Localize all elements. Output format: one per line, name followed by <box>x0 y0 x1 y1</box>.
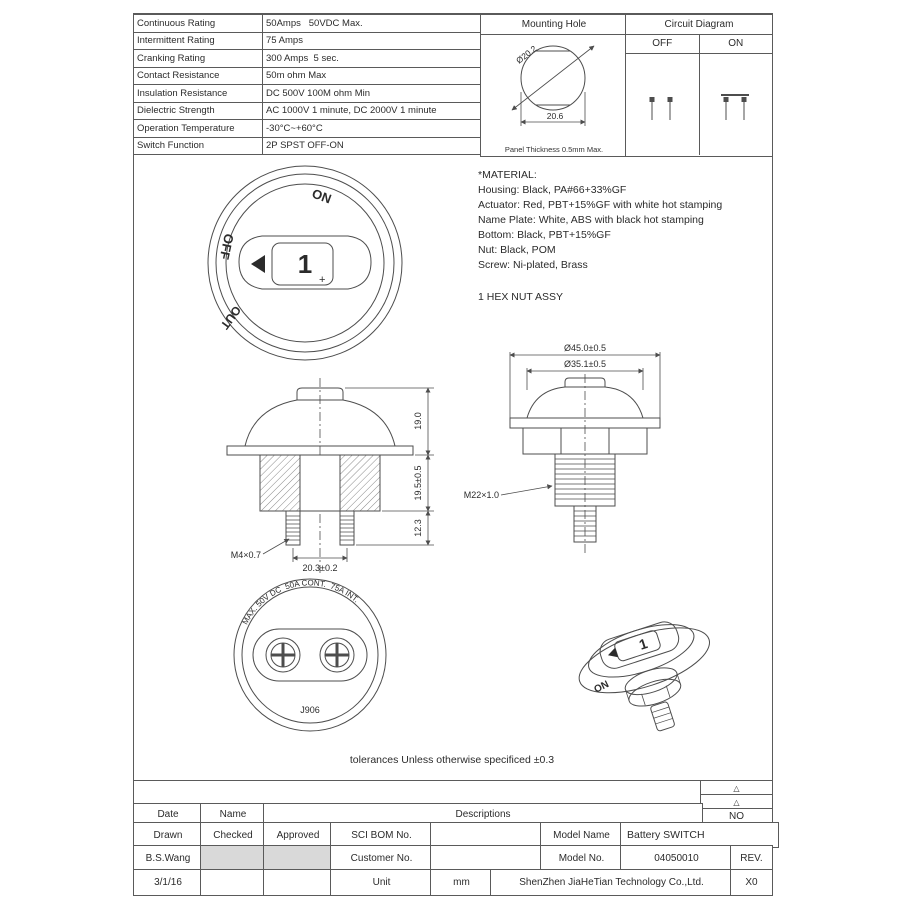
material-line: Screw: Ni-plated, Brass <box>478 259 588 271</box>
material-line: Actuator: Red, PBT+15%GF with white hot stamping <box>478 199 723 211</box>
spec-label: Insulation Resistance <box>134 85 263 103</box>
side-view-drawing <box>464 343 660 555</box>
knob-arrow-icon <box>606 648 618 660</box>
dim-height-mid: 19.5±0.5 <box>413 465 423 501</box>
hex-nut-note: 1 HEX NUT ASSY <box>478 291 564 303</box>
spec-value: DC 500V 100M ohm Min <box>263 85 481 103</box>
model-name-value: Battery SWITCH <box>620 822 779 848</box>
top-off-label: OFF <box>216 232 237 261</box>
dim-dome-dia: Ø35.1±0.5 <box>564 359 606 369</box>
dim-height-top: 19.0 <box>413 412 423 430</box>
spec-label: Switch Function <box>134 137 263 155</box>
svg-text:MAX. 50V DC 50A CONT. 75A IN <box>241 578 361 626</box>
perspective-view-drawing <box>570 610 731 750</box>
top-view-drawing <box>208 166 402 360</box>
rating-arc-text: MAX. 50V DC 50A CONT. 75A INT. <box>240 578 361 627</box>
circuit-on-header: ON <box>700 35 773 54</box>
rev-value: X0 <box>730 869 773 896</box>
circuit-diagram-panel <box>625 14 773 157</box>
spec-label: Intermittent Rating <box>134 32 263 50</box>
material-line: Name Plate: White, ABS with black hot stamping <box>478 214 704 226</box>
tolerance-note: tolerances Unless otherwise specificed ±0.3 <box>349 754 555 766</box>
dim-flange-dia: Ø45.0±0.5 <box>564 343 606 353</box>
bottom-mark: J906 <box>300 705 320 715</box>
hole-diameter-dim: Ø20.2 <box>514 43 539 66</box>
checked-label: Checked <box>200 822 266 848</box>
dim-stud-pitch: 20.3±0.2 <box>302 563 338 573</box>
top-out-label: OUT <box>217 303 244 332</box>
customer-no-value <box>430 845 543 872</box>
titleblock-empty <box>263 869 333 896</box>
date-value: 3/1/16 <box>133 869 203 896</box>
top-on-label: ON <box>309 185 334 207</box>
spec-label: Continuous Rating <box>134 15 263 33</box>
circuit-on-symbol <box>700 54 771 154</box>
unit-value: mm <box>430 869 493 896</box>
drawn-label: Drawn <box>133 822 203 848</box>
terminal-screw <box>320 638 354 672</box>
descriptions-header: Descriptions <box>263 803 703 825</box>
material-line: Housing: Black, PA#66+33%GF <box>478 184 627 196</box>
company-name: ShenZhen JiaHeTian Technology Co.,Ltd. <box>490 869 733 896</box>
circuit-off-column <box>626 35 699 155</box>
approved-label: Approved <box>263 822 333 848</box>
dim-height-bot: 12.3 <box>413 519 423 537</box>
side-section-drawing <box>227 378 434 573</box>
spec-value: 50Amps 50VDC Max. <box>263 15 481 33</box>
panel-thickness-note: Panel Thickness 0.5mm Max. <box>504 145 604 154</box>
approved-value <box>263 845 333 872</box>
circuit-diagram-title: Circuit Diagram <box>626 15 772 35</box>
top-knob-plus: + <box>319 274 326 286</box>
name-header: Name <box>200 803 266 825</box>
sci-bom-label: SCI BOM No. <box>330 822 433 848</box>
perspective-knob-digit: 1 <box>637 635 650 653</box>
spec-value: 50m ohm Max <box>263 67 481 85</box>
circuit-on-column <box>699 35 773 155</box>
checked-value <box>200 845 266 872</box>
spec-value: 300 Amps 5 sec. <box>263 50 481 68</box>
material-title: *MATERIAL: <box>478 169 537 181</box>
date-header: Date <box>133 803 203 825</box>
rev-label: REV. <box>730 845 773 872</box>
revision-no-label: NO <box>700 808 773 825</box>
spec-value: AC 1000V 1 minute, DC 2000V 1 minute <box>263 102 481 120</box>
unit-label: Unit <box>330 869 433 896</box>
mounting-hole-title: Mounting Hole <box>481 15 627 35</box>
revision-triangle: △ <box>700 794 773 811</box>
material-line: Nut: Black, POM <box>478 244 556 256</box>
dim-neck-thread: M22×1.0 <box>463 490 499 500</box>
hole-width-dim: 20.6 <box>546 111 564 121</box>
revision-triangle: △ <box>700 780 773 797</box>
drawn-value: B.S.Wang <box>133 845 203 872</box>
spec-label: Cranking Rating <box>134 50 263 68</box>
model-name-label: Model Name <box>540 822 623 848</box>
spec-label: Operation Temperature <box>134 120 263 138</box>
top-knob-digit: 1 <box>297 249 313 279</box>
spec-table <box>133 14 481 155</box>
spec-label: Contact Resistance <box>134 67 263 85</box>
titleblock-empty <box>200 869 266 896</box>
spec-value: -30°C~+60°C <box>263 120 481 138</box>
spec-label: Dielectric Strength <box>134 102 263 120</box>
circuit-off-symbol <box>626 54 697 154</box>
mounting-hole-drawing <box>481 34 625 138</box>
spec-value: 75 Amps <box>263 32 481 50</box>
customer-no-label: Customer No. <box>330 845 433 872</box>
perspective-on-label: ON <box>592 679 611 696</box>
technical-drawings <box>133 155 771 753</box>
bottom-view-drawing <box>234 578 386 731</box>
material-line: Bottom: Black, PBT+15%GF <box>478 229 611 241</box>
model-no-value: 04050010 <box>620 845 733 872</box>
spec-value: 2P SPST OFF-ON <box>263 137 481 155</box>
model-no-label: Model No. <box>540 845 623 872</box>
dim-stud-thread: M4×0.7 <box>230 550 261 560</box>
knob-arrow-icon <box>251 255 265 273</box>
terminal-screw <box>266 638 300 672</box>
circuit-off-header: OFF <box>626 35 699 54</box>
